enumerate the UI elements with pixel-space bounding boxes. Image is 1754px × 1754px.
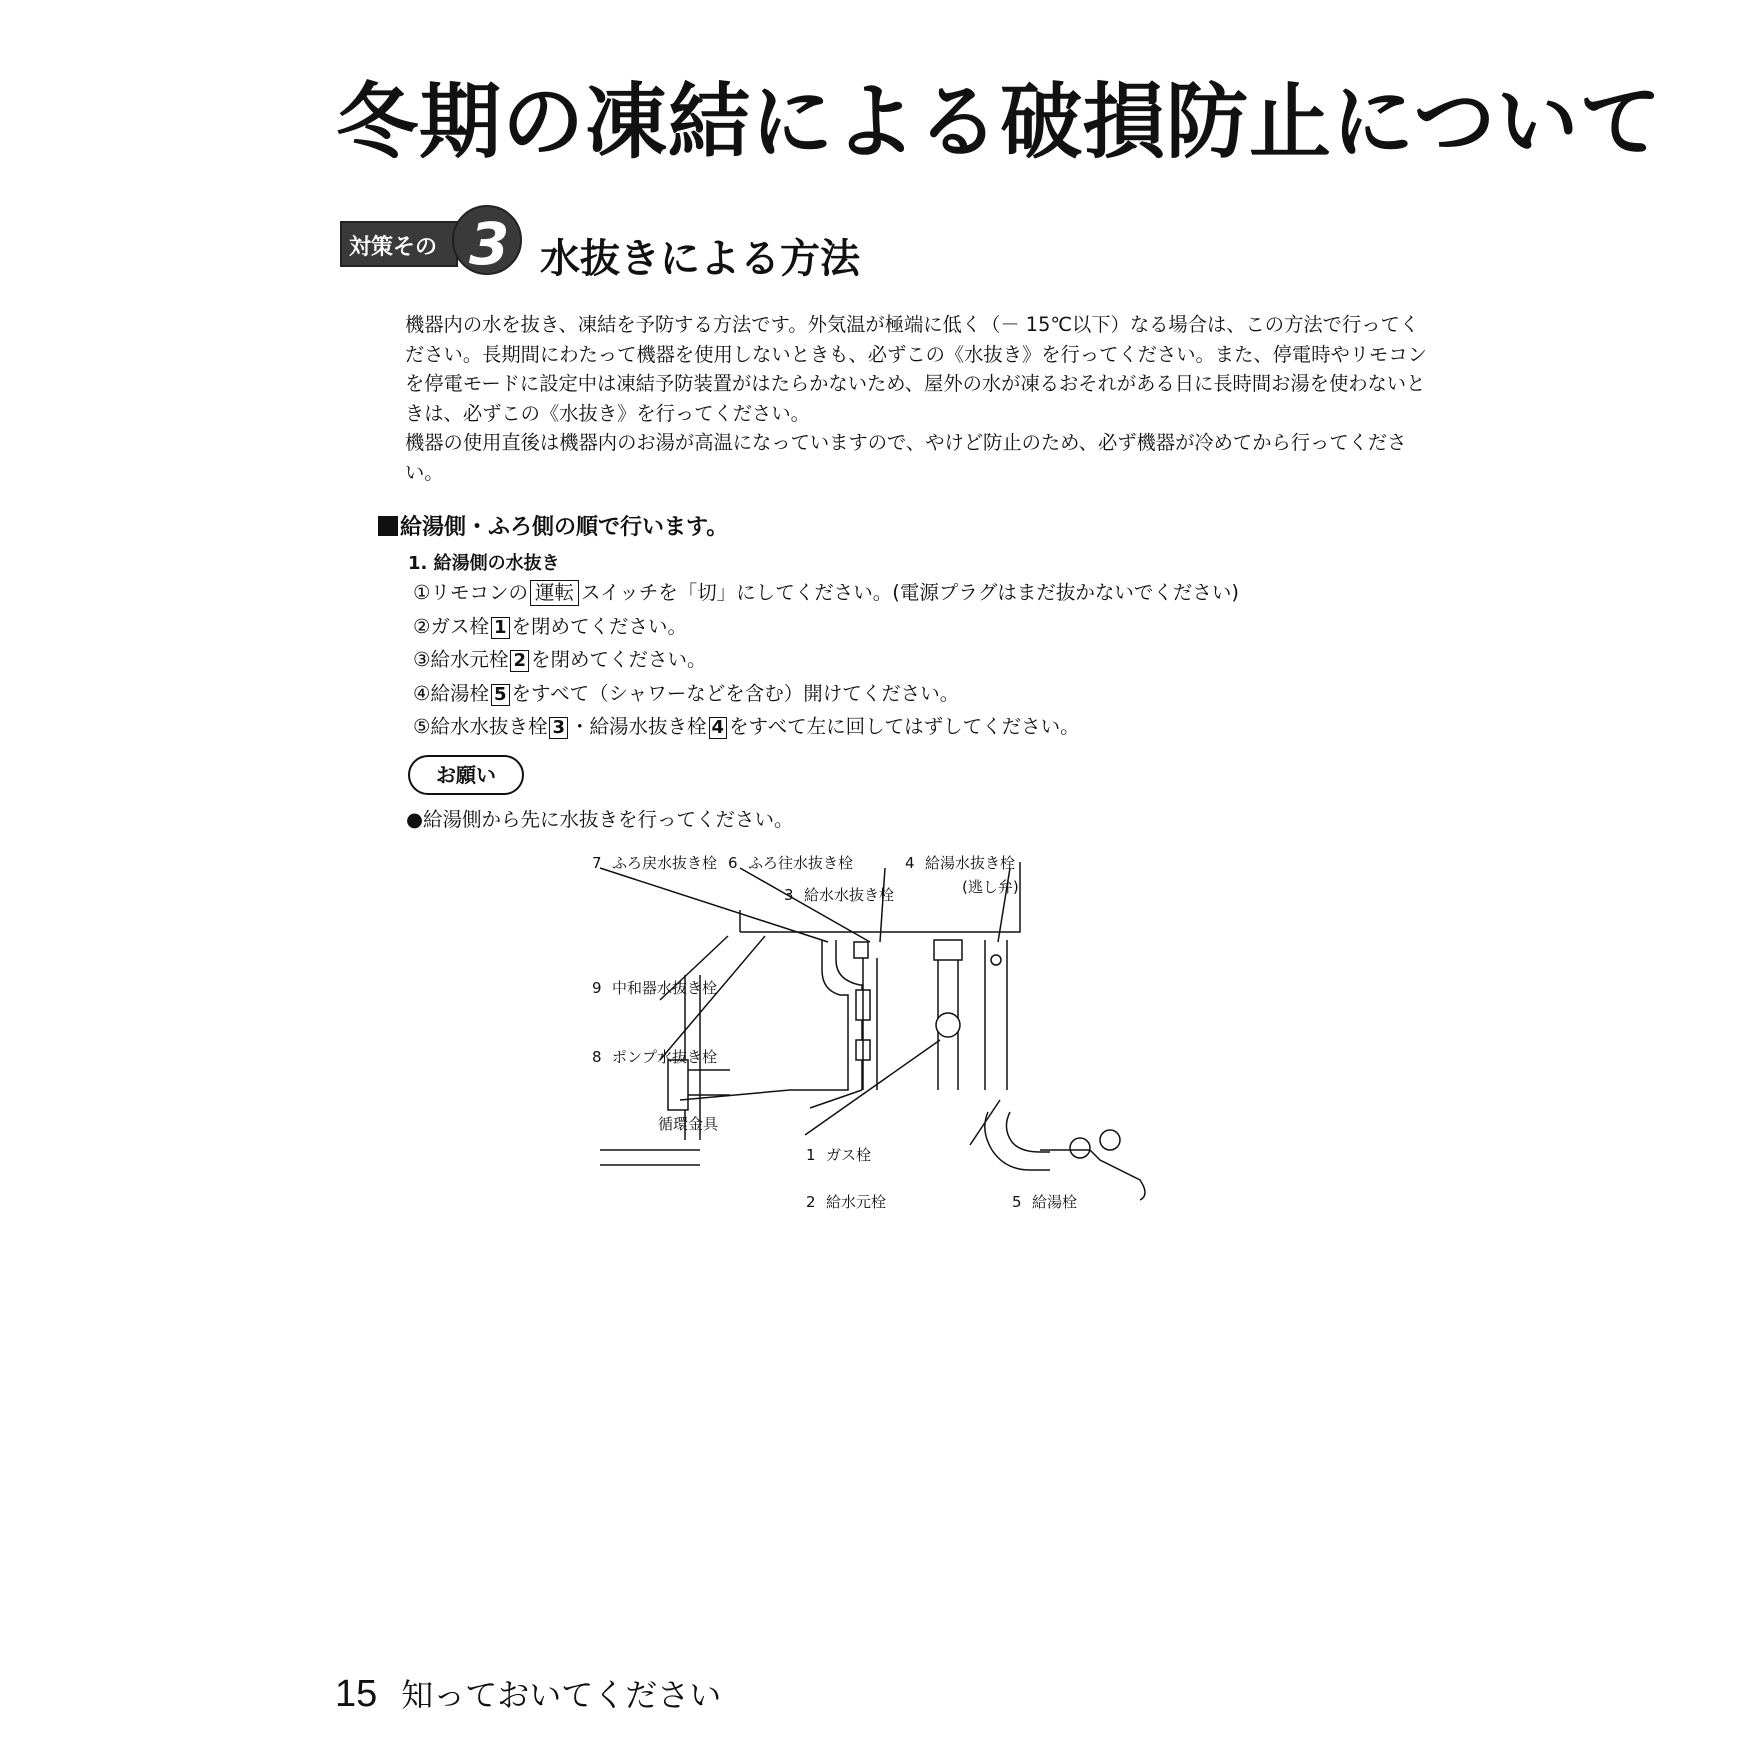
footer-label: 知っておいてください [401,1676,722,1714]
section-title: 水抜きによる方法 [540,236,860,282]
label-1: ガス栓 [826,1146,872,1164]
notice-text: ●給湯側から先に水抜きを行ってください。 [406,808,794,831]
badge-label: 対策その [349,235,438,260]
intro-paragraph: 機器内の水を抜き、凍結を予防する方法です。外気温が極端に低く（－ 15℃以下）なる場合は、この方法で行ってください。長期間にわたって機器を使用しないときも、必ずこの《水抜き》を行ってください。また、停電時やリモコンを停電モードに設定中は凍結予防装置がはたらかないため、屋外の水が凍るおそれがある日に長時間お湯を使わないときは、必ずこの《水抜き》を行ってください。 [405,313,1427,425]
label-8-num: 8 [592,1048,602,1066]
drain-diagram [580,850,1210,1240]
label-4: 給湯水抜き栓 [925,854,1016,872]
intro-text [405,310,1437,487]
square-bullet-icon [378,516,398,536]
step-list [413,576,1239,744]
key-label: 運転 [530,580,579,606]
label-8: ポンプ水抜き栓 [612,1048,718,1066]
intro-paragraph: 機器の使用直後は機器内のお湯が高温になっていますので、やけど防止のため、必ず機器が冷めてから行ってください。 [405,431,1407,484]
part-number: 3 [549,717,568,739]
step-5: ⑤給水水抜き栓 3 ・給湯水抜き栓 4 をすべて左に回してはずしてください。 [413,715,1080,738]
label-7-num: 7 [592,854,602,872]
step-4: ④給湯栓 5 をすべて（シャワーなどを含む）開けてください。 [413,681,960,705]
label-junction: 循環金具 [658,1115,719,1133]
label-2: 給水元栓 [826,1193,887,1211]
page-title: 冬期の凍結による破損防止について [336,75,1663,170]
label-7: ふろ戻水抜き栓 [612,854,718,872]
part-number: 2 [510,650,529,672]
label-1-num: 1 [806,1146,816,1164]
label-9-num: 9 [592,979,602,997]
label-4b: (逃し弁) [962,878,1019,896]
page-number: 15 [335,1673,378,1715]
label-6: ふろ往水抜き栓 [748,854,854,872]
part-number: 1 [491,617,510,639]
section-badge [337,204,527,276]
part-number: 4 [709,717,728,739]
label-4-num: 4 [905,854,915,872]
step-3: ③給水元栓 2 を閉めてください。 [413,648,707,671]
label-2-num: 2 [806,1193,816,1211]
label-5: 給湯栓 [1032,1193,1078,1211]
notice-label: お願い [408,755,524,795]
label-3-num: 3 [784,886,794,904]
label-5-num: 5 [1012,1193,1022,1211]
step-2: ②ガス栓 1 を閉めてください。 [413,614,688,638]
label-6-num: 6 [728,854,738,872]
page-footer [335,1670,721,1716]
procedure-subheading: 1. 給湯側の水抜き [408,553,560,574]
procedure-heading [378,510,728,541]
badge-number: 3 [469,210,510,276]
procedure-heading-text: 給湯側・ふろ側の順で行います。 [400,515,729,540]
label-9: 中和器水抜き栓 [612,979,718,997]
label-3: 給水水抜き栓 [804,886,895,904]
step-1: ①リモコンの 運転 スイッチを「切」にしてください。(電源プラグはまだ抜かないでください) [413,581,1239,604]
part-number: 5 [491,684,510,706]
